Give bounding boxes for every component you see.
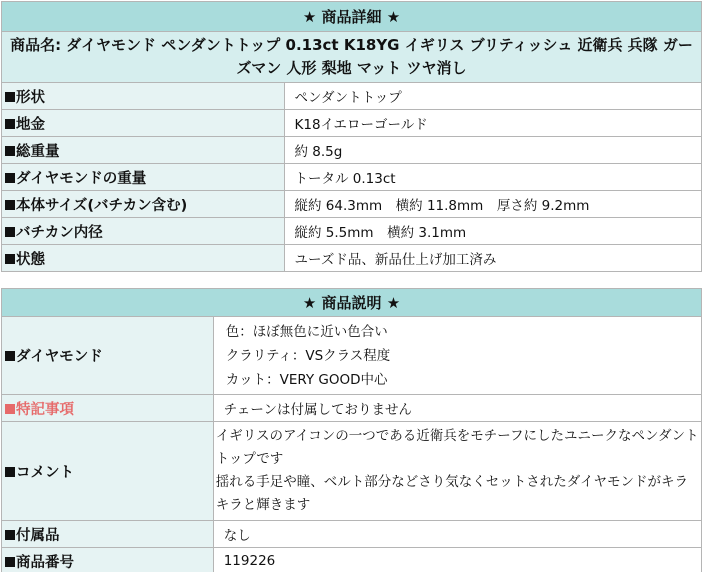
spec-row [2,245,702,272]
bullet-square-icon [5,557,15,567]
diamond-label: ダイヤモンド [16,349,103,365]
spec-value: 縦約 5.5mm 横約 3.1mm [284,218,701,245]
spec-row [2,191,702,218]
bullet-square-icon [5,404,15,414]
spec-row [2,110,702,137]
accessories-row [2,521,702,548]
spec-label: バチカン内径 [16,224,103,241]
spec-label: ダイヤモンドの重量 [16,170,147,187]
product-description-table [1,288,702,572]
spec-value: 約 8.5g [284,137,701,164]
bullet-square-icon [5,530,15,540]
spec-label: 本体サイズ(バチカン含む) [16,197,188,214]
details-header: ★ 商品詳細 ★ [2,2,702,32]
diamond-color: 色：ほぼ無色に近い色合い [225,323,388,340]
description-header: ★ 商品説明 ★ [2,289,702,317]
bullet-square-icon [5,173,15,183]
comment-line: 揺れる手足や瞳、ベルト部分などさり気なくセットされたダイヤモンドがキラキラと輝きます [215,474,688,513]
bullet-square-icon [5,200,15,210]
diamond-row [2,317,702,395]
spec-label: 総重量 [16,143,60,160]
spec-value: トータル 0.13ct [284,164,701,191]
bullet-square-icon [5,227,15,237]
spec-value: ユーズド品、新品仕上げ加工済み [284,245,701,272]
comment-label: コメント [16,464,74,481]
product-number-label: 商品番号 [16,554,74,571]
bullet-square-icon [5,146,15,156]
special-notes-value: チェーンは付属しておりません [213,395,701,422]
spec-label: 地金 [16,116,45,133]
accessories-value: なし [213,521,701,548]
bullet-square-icon [5,467,15,477]
special-notes-label: 特記事項 [16,401,74,418]
bullet-square-icon [5,351,15,361]
spec-row [2,83,702,110]
comment-row [2,422,702,521]
accessories-label: 付属品 [16,527,60,544]
product-details-table [1,1,702,272]
bullet-square-icon [5,254,15,264]
product-name: 商品名: ダイヤモンド ペンダントトップ 0.13ct K18YG イギリス ブリティッシュ 近衛兵 兵隊 ガーズマン 人形 梨地 マット ツヤ消し [2,32,702,83]
diamond-cut: カット：VERY GOOD中心 [225,371,388,388]
comment-line: イギリスのアイコンの一つである近衛兵をモチーフにしたユニークなペンダントトップです [215,428,699,467]
spec-row [2,164,702,191]
spec-value: 縦約 64.3mm 横約 11.8mm 厚さ約 9.2mm [284,191,701,218]
bullet-square-icon [5,119,15,129]
spec-value: K18イエローゴールド [284,110,701,137]
diamond-clarity: クラリティ：VSクラス程度 [225,347,391,364]
product-number-row [2,548,702,572]
bullet-square-icon [5,92,15,102]
product-number-value: 119226 [213,548,701,572]
special-notes-row [2,395,702,422]
spec-label: 状態 [16,251,45,268]
spec-row [2,218,702,245]
spec-label: 形状 [16,89,45,106]
spec-row [2,137,702,164]
spec-value: ペンダントトップ [284,83,701,110]
